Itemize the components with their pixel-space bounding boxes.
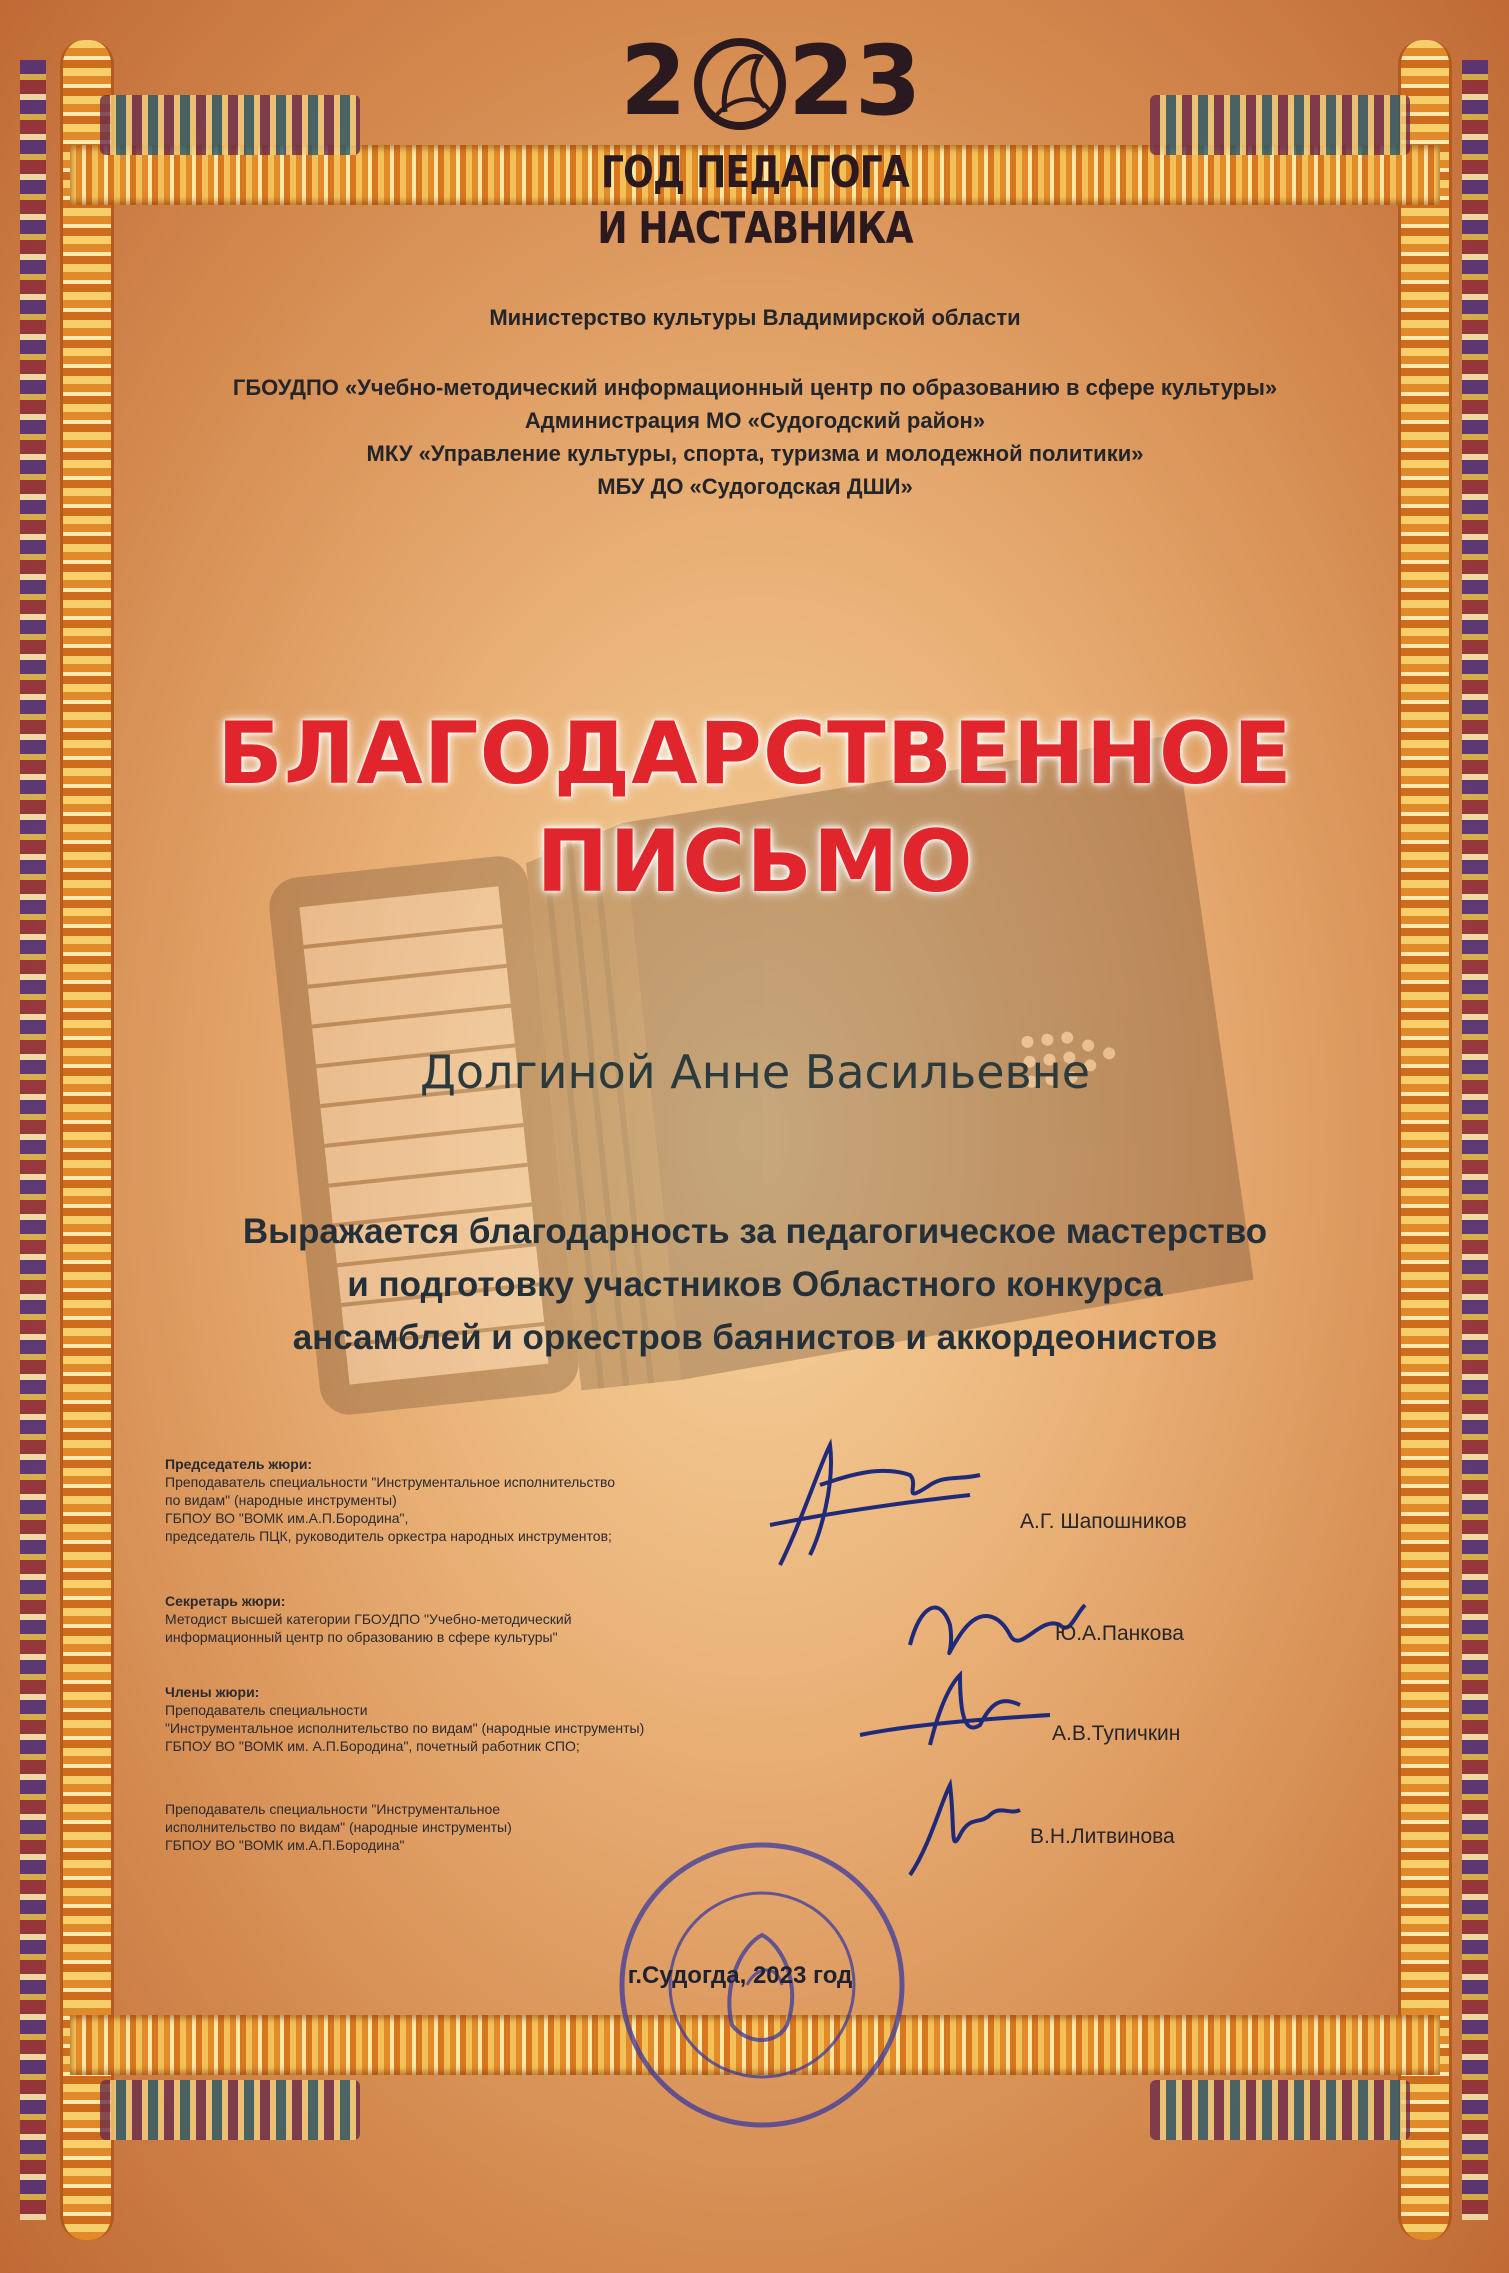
gratitude-line: Выражается благодарность за педагогическое мастерство (242, 1212, 1268, 1251)
logo-year-digits-23: 23 (788, 25, 922, 137)
organization-administration: Администрация МО «Судогодский район» (524, 408, 986, 433)
organization-center: ГБОУДПО «Учебно-методический информационный центр по образованию в сфере культуры» (232, 375, 1278, 400)
jury-member-block (165, 1683, 805, 1755)
left-frame-pillar (60, 40, 114, 2240)
jury-line: председатель ПЦК, руководитель оркестра народных инструментов; (165, 1528, 612, 1544)
jury-line: Преподаватель специальности (165, 1702, 368, 1718)
jury-line: исполнительство по видам" (народные инструменты) (165, 1819, 512, 1835)
document-title-line2: ПИСЬМО (536, 812, 974, 912)
bottom-left-ornament (100, 2080, 360, 2140)
organization-school: МБУ ДО «Судогодская ДШИ» (597, 474, 913, 499)
jury-line: информационный центр по образованию в сфере культуры" (165, 1629, 558, 1645)
jury-name-shaposhnikov: А.Г. Шапошников (1020, 1510, 1187, 1533)
jury-line: Преподаватель специальности "Инструментальное (165, 1801, 501, 1817)
jury-role-label: Председатель жюри: (165, 1456, 313, 1472)
jury-chair-block (165, 1455, 805, 1545)
organization-culture-department: МКУ «Управление культуры, спорта, туризма и молодежной политики» (366, 441, 1144, 466)
jury-line: ГБПОУ ВО "ВОМК им. А.П.Бородина", почетный работник СПО; (165, 1738, 580, 1754)
jury-role-label: Члены жюри: (165, 1684, 260, 1700)
top-left-ornament (100, 95, 360, 155)
jury-role-label: Секретарь жюри: (165, 1593, 286, 1609)
right-ornament-strip (1462, 60, 1488, 2220)
signature-shaposhnikov (760, 1425, 990, 1585)
signature-tupichkin (850, 1665, 1070, 1765)
right-frame-pillar (1398, 40, 1452, 2240)
city-and-year: г.Судогда, 2023 год (627, 1962, 853, 1989)
organization-ministry: Министерство культуры Владимирской области (489, 305, 1021, 330)
left-ornament-strip (20, 60, 46, 2220)
jury-line: "Инструментальное исполнительство по видам" (народные инструменты) (165, 1720, 645, 1736)
jury-line: Преподаватель специальности "Инструментальное исполнительство (165, 1474, 616, 1490)
document-title-line1: БЛАГОДАРСТВЕННОЕ (217, 704, 1293, 804)
top-right-ornament (1150, 95, 1410, 155)
jury-secretary-block (165, 1592, 805, 1646)
jury-name-pankova: Ю.А.Панкова (1055, 1622, 1184, 1645)
jury-line: Методист высшей категории ГБОУДПО "Учебно-методический (165, 1611, 572, 1627)
logo-title-line1: ГОД ПЕДАГОГА (600, 147, 909, 198)
logo-title-line2: И НАСТАВНИКА (597, 203, 913, 254)
logo-title (562, 145, 947, 257)
jury-line: ГБПОУ ВО "ВОМК им.А.П.Бородина" (165, 1837, 405, 1853)
recipient-name: Долгиной Анне Васильевне (419, 1045, 1091, 1099)
year-of-teacher-logo (620, 22, 922, 137)
gratitude-line: и подготовку участников Областного конкурса (347, 1265, 1163, 1304)
bottom-right-ornament (1150, 2080, 1410, 2140)
jury-line: по видам" (народные инструменты) (165, 1492, 397, 1508)
jury-name-litvinova: В.Н.Литвинова (1030, 1825, 1175, 1848)
gratitude-line: ансамблей и оркестров баянистов и аккордеонистов (292, 1318, 1218, 1357)
jury-line: ГБПОУ ВО "ВОМК им.А.П.Бородина", (165, 1510, 409, 1526)
signature-litvinova (900, 1775, 1030, 1885)
jury-name-tupichkin: А.В.Тупичкин (1052, 1722, 1181, 1745)
logo-year-digit-2: 2 (620, 25, 687, 137)
